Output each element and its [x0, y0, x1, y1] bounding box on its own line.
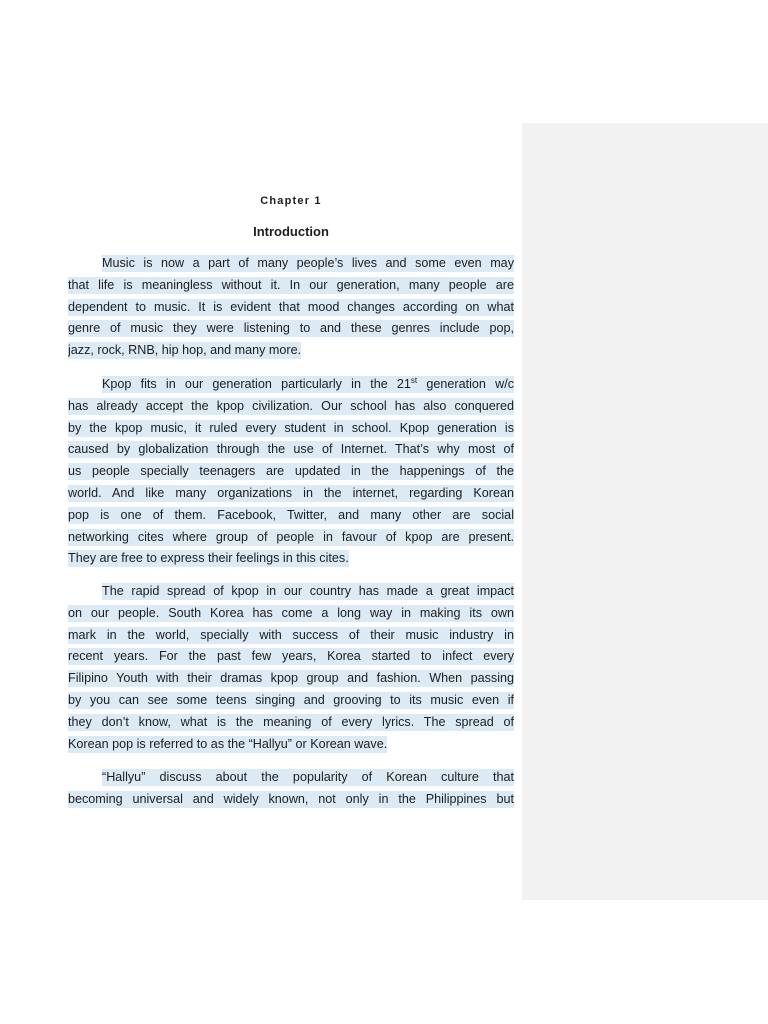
paragraph-line: us people specially teenagers are updated in the happenings of the	[68, 464, 514, 479]
chapter-label: Chapter 1	[260, 195, 322, 207]
paragraph-line: genre of music they were listening to and these genres include pop,	[68, 321, 514, 336]
paragraph-line: jazz, rock, RNB, hip hop, and many more.	[68, 343, 302, 358]
paragraph-line: recent years. For the past few years, Korea started to infect every	[68, 649, 514, 664]
paragraph-2	[68, 374, 514, 570]
paragraph-line: pop is one of them. Facebook, Twitter, and many other are social	[68, 507, 514, 522]
paragraph-3	[68, 581, 514, 755]
paragraph-line: dependent to music. It is evident that mood changes according on what	[68, 299, 514, 314]
paragraph-line: mark in the world, specially with success of their music industry in	[68, 627, 514, 642]
paragraph-line: becoming universal and widely known, not only in the Philippines but	[68, 791, 514, 806]
comment-pane	[522, 123, 768, 900]
paragraph-line: on our people. South Korea has come a long way in making its own	[68, 605, 514, 620]
paragraph-line: by you can see some teens singing and grooving to its music even if	[68, 692, 514, 707]
paragraph-line: Music is now a part of many people’s lives and some even may	[102, 256, 514, 270]
paragraph-line: Kpop fits in our generation particularly in the 21st generation w/c	[102, 376, 514, 391]
paragraph-line: networking cites where group of people in favour of kpop are present.	[68, 529, 514, 544]
paragraph-line: Korean pop is referred to as the “Hallyu” or Korean wave.	[68, 736, 388, 751]
paragraph-line: Filipino Youth with their dramas kpop group and fashion. When passing	[68, 671, 514, 686]
paragraph-line: has already accept the kpop civilization. Our school has also conquered	[68, 398, 514, 413]
paragraph-line: They are free to express their feelings in this cites.	[68, 551, 349, 566]
section-heading: Introduction	[253, 224, 329, 239]
paragraph-line: caused by globalization through the use of Internet. That’s why most of	[68, 442, 514, 457]
paragraph-4	[68, 767, 514, 811]
paragraph-line: that life is meaningless without it. In our generation, many people are	[68, 277, 514, 292]
paragraph-1	[68, 253, 514, 362]
paragraph-line: The rapid spread of kpop in our country has made a great impact	[102, 584, 514, 598]
paragraph-line: by the kpop music, it ruled every student in school. Kpop generation is	[68, 420, 514, 435]
paragraph-line: world. And like many organizations in the internet, regarding Korean	[68, 485, 514, 500]
paragraph-line: they don’t know, what is the meaning of every lyrics. The spread of	[68, 714, 514, 729]
paragraph-line: “Hallyu” discuss about the popularity of Korean culture that	[102, 770, 514, 784]
